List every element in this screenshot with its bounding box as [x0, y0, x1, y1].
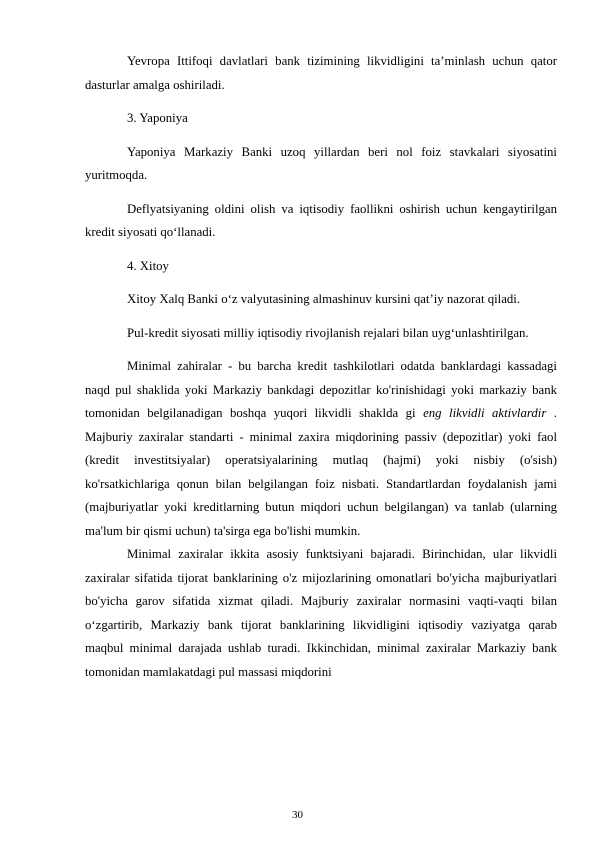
paragraph-japan-zero-rate: Yaponiya Markaziy Banki uzoq yillardan beri nol foiz stavkalari siyosatini yuritmoqda. [85, 144, 557, 182]
heading-japan: 3. Yaponiya [127, 111, 188, 125]
liquid-assets-emphasis: eng likvidli aktivlardir [423, 406, 547, 420]
paragraph-china-currency: Xitoy Xalq Banki o‘z valyutasining almashinuv kursini qat’iy nazorat qiladi. [127, 292, 521, 306]
heading-china: 4. Xitoy [127, 258, 169, 273]
paragraph-reserve-functions: Minimal zaxiralar ikkita asosiy funktsiyani bajaradi. Birinchidan, ular likvidli zaxiralar sifatida tijorat banklarining o'z mijozlarining omonatlari bo'yicha majburiyatlari bo'yicha garov sifatida xizmat qiladi. Majburiy zaxiralar normasini vaqti-vaqti bilan o‘zgartirib, Markaziy bank tijorat banklarining likvidligini iqtisodiy vaziyatga qarab maqbul minimal darajada ushlab turadi. Ikkinchidan, minimal zaxiralar Markaziy bank tomonidan mamlakatdagi pul massasi miqdorini [85, 547, 557, 679]
document-body [85, 50, 557, 684]
minimal-reserves-text-start: Minimal zahiralar - bu barcha kredit tashkilotlari odatda banklardagi kassadagi naqd pul shaklida yoki Markaziy bankdagi depozitlar ko'rinishidagi yoki markaziy bank tomonidan belgilanadigan boshqa yuqori likvidli shaklda gi [85, 359, 557, 420]
paragraph-eu-liquidity: Yevropa Ittifoqi davlatlari bank tizimining likvidligini ta’minlash uchun qator dasturlar amalga oshiriladi. [85, 54, 557, 92]
paragraph-deflation: Deflyatsiyaning oldini olish va iqtisodiy faollikni oshirish uchun kengaytirilgan kredit siyosati qo‘llanadi. [85, 201, 557, 239]
paragraph-minimal-reserves [85, 355, 557, 543]
page-number: 30 [292, 809, 303, 821]
minimal-reserves-text-end: . Majburiy zaxiralar standarti - minimal zaxira miqdorining passiv (depozitlar) yoki faol (kredit investitsiyalar) operatsiyalarining mutlaq (hajmi) yoki nisbiy (o'sish) ko'rsatkichlariga qonun bilan belgilangan foiz nisbati. Standartlardan foydalanish jami (majburiyatlar yoki kreditlarning butun miqdori uchun belgilangan) va tanlab (ularning ma'lum bir qismi uchun) ta'sirga ega bo'lishi mumkin. [85, 406, 557, 538]
paragraph-monetary-policy: Pul-kredit siyosati milliy iqtisodiy rivojlanish rejalari bilan uyg‘unlashtirilgan. [127, 325, 529, 340]
